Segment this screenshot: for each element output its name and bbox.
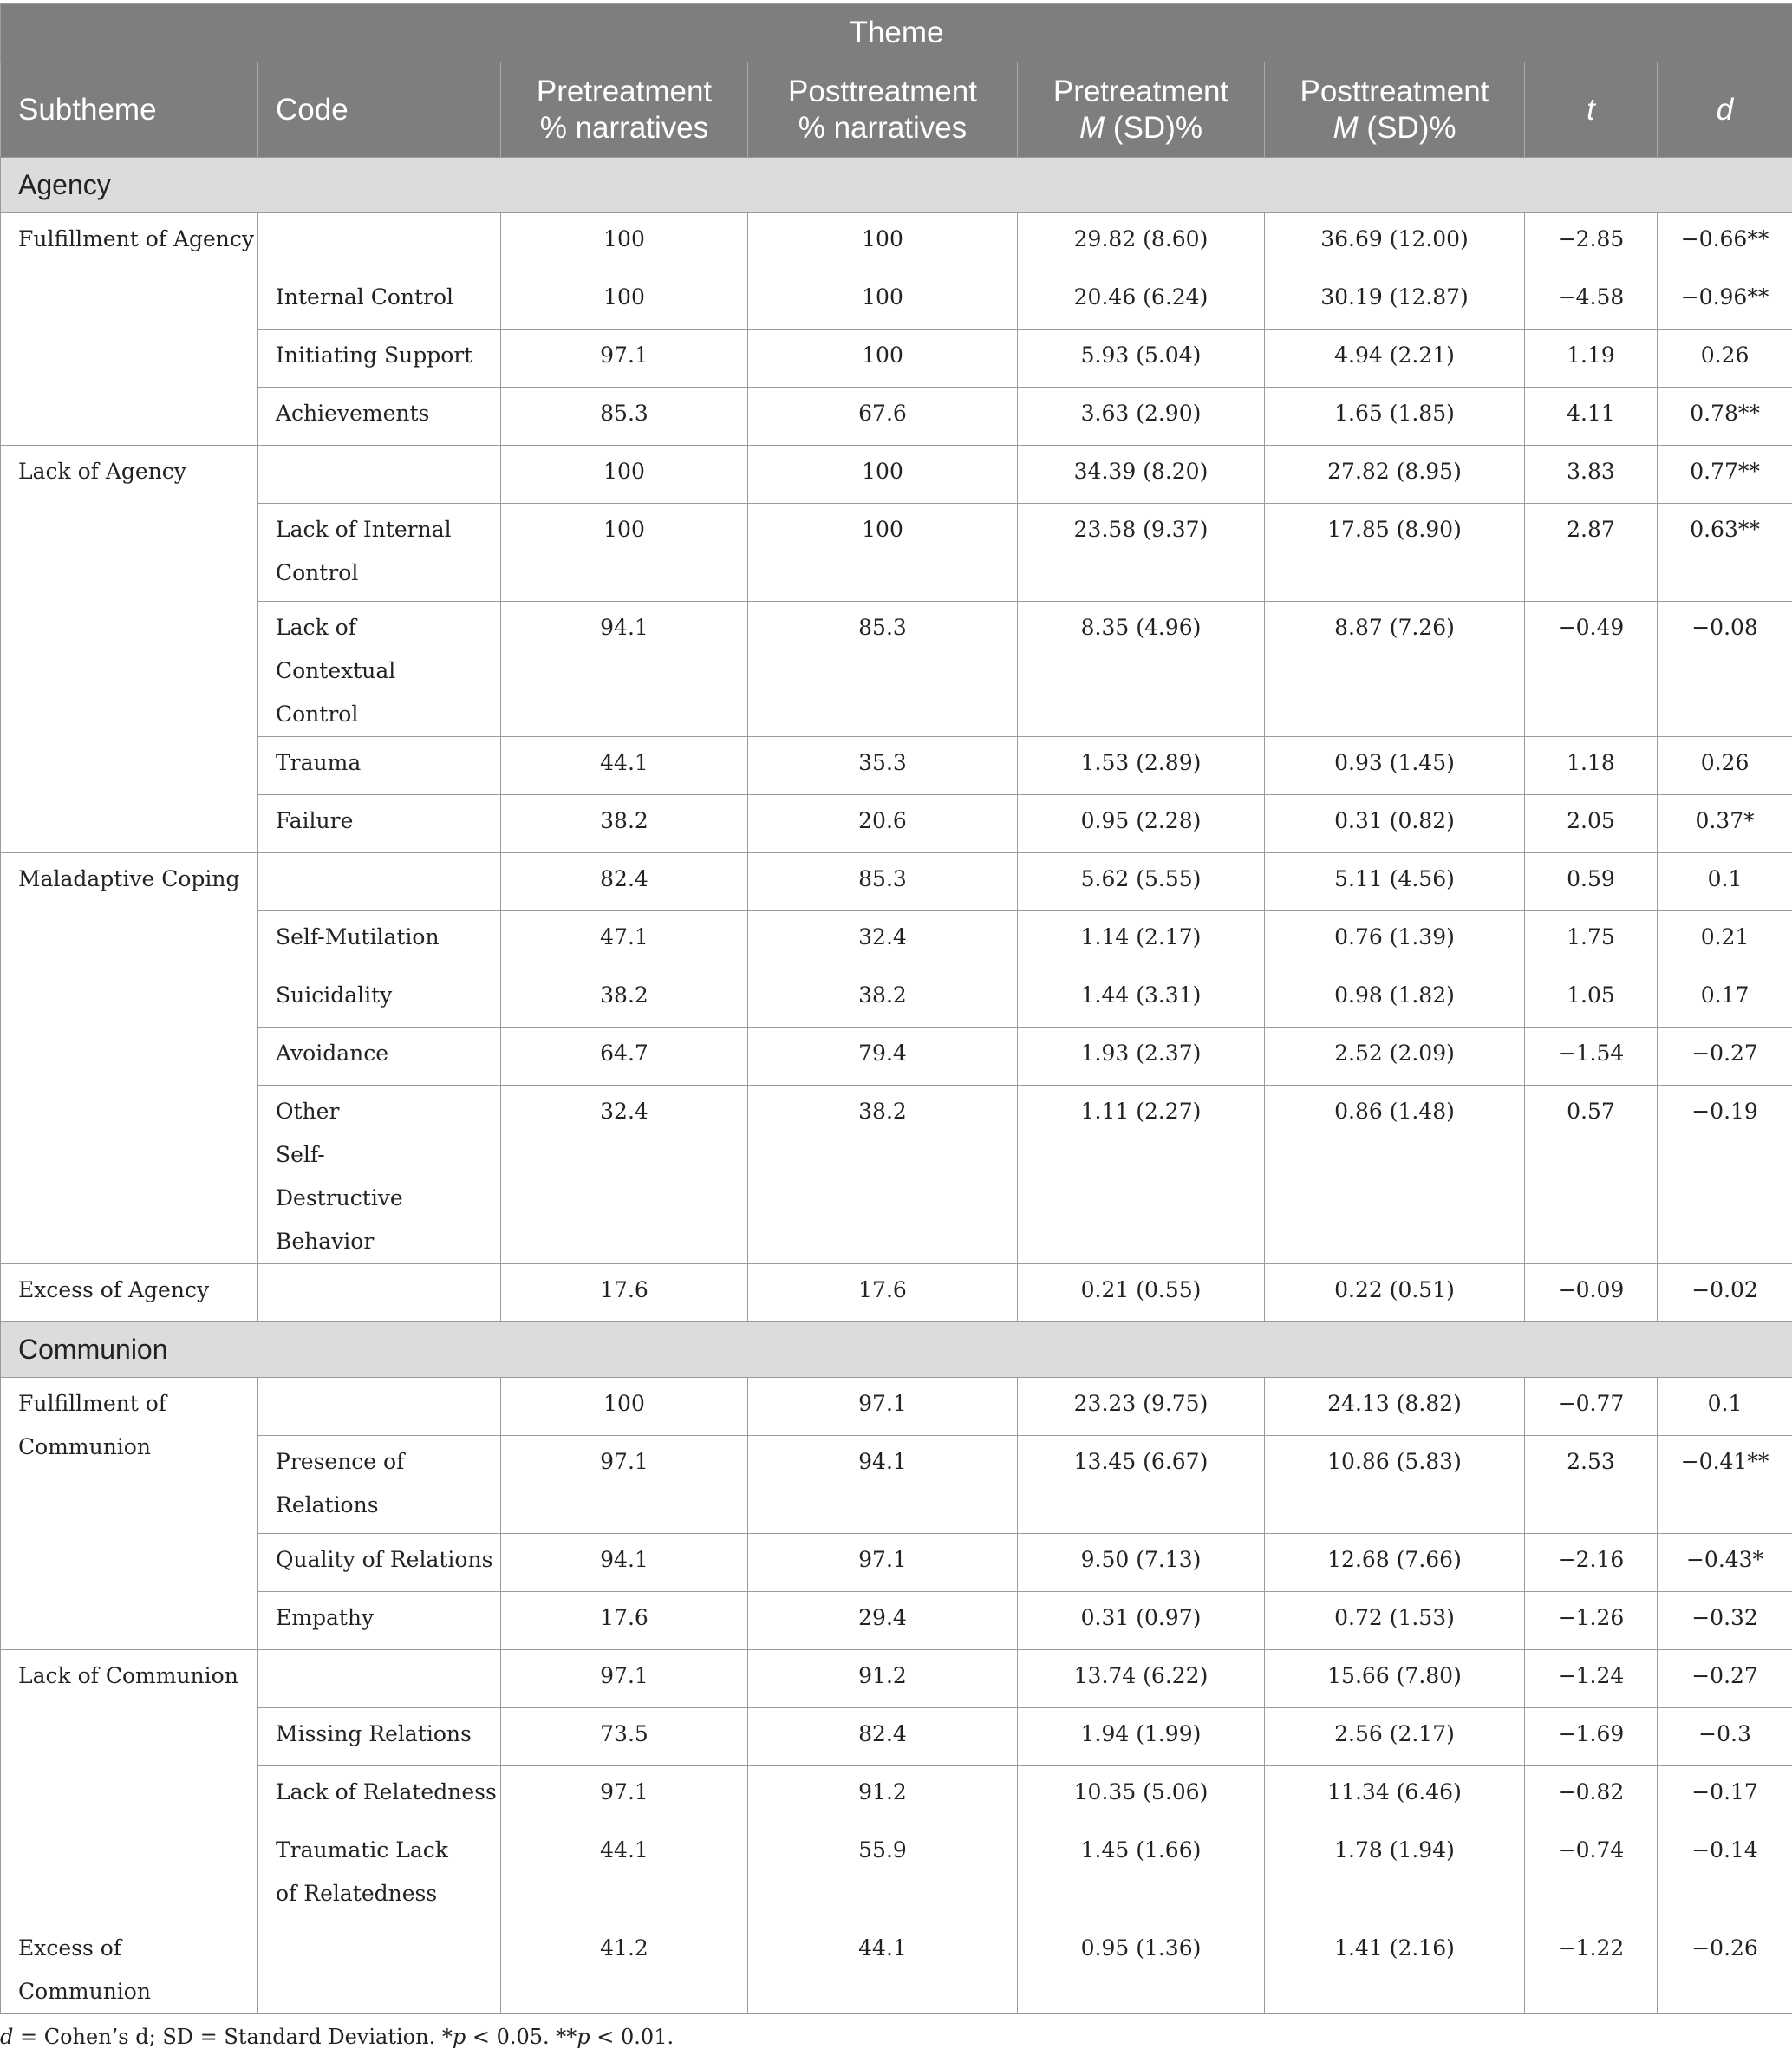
cell-d: −0.19 <box>1658 1086 1792 1264</box>
cell-pre-pct: 100 <box>501 446 748 504</box>
code-cell <box>258 1028 501 1086</box>
cell-pre-m: 34.39 (8.20) <box>1018 446 1265 504</box>
cell-post-pct: 100 <box>748 330 1018 388</box>
table-row <box>1 795 1792 853</box>
table-row <box>1 446 1792 504</box>
code-cell <box>258 969 501 1028</box>
group-row <box>1 1322 1792 1378</box>
col-header-post-m-italic: M <box>1333 111 1359 145</box>
table-row <box>1 504 1792 602</box>
cell-d: 0.77** <box>1658 446 1792 504</box>
code-label: Lack of Contextual Control <box>276 606 468 736</box>
cell-t: 1.05 <box>1525 969 1658 1028</box>
col-header-d-label: d <box>1717 93 1733 127</box>
cell-post-m: 0.72 (1.53) <box>1265 1592 1525 1650</box>
cell-d: −0.32 <box>1658 1592 1792 1650</box>
table-row <box>1 1534 1792 1592</box>
cell-d: −0.08 <box>1658 602 1792 737</box>
cell-d: −0.17 <box>1658 1766 1792 1824</box>
code-label: Quality of Relations <box>276 1538 500 1582</box>
code-cell <box>258 795 501 853</box>
col-header-pre-pct-line1: Pretreatment <box>537 75 712 108</box>
cell-t: −0.09 <box>1525 1264 1658 1322</box>
cell-pre-m: 1.14 (2.17) <box>1018 911 1265 969</box>
cell-d: 0.17 <box>1658 969 1792 1028</box>
cell-post-m: 4.94 (2.21) <box>1265 330 1525 388</box>
code-cell <box>258 1534 501 1592</box>
table-row <box>1 1650 1792 1708</box>
cell-d: −0.96** <box>1658 271 1792 330</box>
table-row <box>1 853 1792 911</box>
cell-post-m: 2.56 (2.17) <box>1265 1708 1525 1766</box>
cell-t: −0.77 <box>1525 1378 1658 1436</box>
code-cell <box>258 1824 501 1922</box>
table-row <box>1 1766 1792 1824</box>
cell-d: −0.3 <box>1658 1708 1792 1766</box>
cell-post-pct: 100 <box>748 446 1018 504</box>
cell-post-m: 1.65 (1.85) <box>1265 388 1525 446</box>
cell-post-pct: 94.1 <box>748 1436 1018 1534</box>
cell-pre-pct: 97.1 <box>501 1766 748 1824</box>
cell-pre-m: 0.21 (0.55) <box>1018 1264 1265 1322</box>
cell-pre-m: 0.95 (1.36) <box>1018 1922 1265 2014</box>
cell-pre-pct: 32.4 <box>501 1086 748 1264</box>
cell-pre-m: 29.82 (8.60) <box>1018 213 1265 271</box>
table-row <box>1 1378 1792 1436</box>
cell-pre-pct: 97.1 <box>501 330 748 388</box>
cell-pre-pct: 97.1 <box>501 1650 748 1708</box>
cell-post-m: 17.85 (8.90) <box>1265 504 1525 602</box>
table-row <box>1 602 1792 737</box>
subtheme-label: Maladaptive Coping <box>18 858 257 901</box>
footnote-part1: = Cohen’s d; SD = Standard Deviation. * <box>13 2025 452 2049</box>
cell-t: −2.85 <box>1525 213 1658 271</box>
cell-post-pct: 20.6 <box>748 795 1018 853</box>
cell-pre-m: 20.46 (6.24) <box>1018 271 1265 330</box>
cell-pre-m: 10.35 (5.06) <box>1018 1766 1265 1824</box>
subtheme-cell <box>1 1264 258 1322</box>
code-cell <box>258 1436 501 1534</box>
cell-d: 0.63** <box>1658 504 1792 602</box>
code-label: Self-Mutilation <box>276 916 500 959</box>
code-label: Trauma <box>276 741 500 785</box>
subtheme-label: Excess of Agency <box>18 1269 257 1312</box>
table-row <box>1 1592 1792 1650</box>
code-cell <box>258 330 501 388</box>
cell-t: −1.54 <box>1525 1028 1658 1086</box>
cell-pre-pct: 82.4 <box>501 853 748 911</box>
cell-pre-m: 1.11 (2.27) <box>1018 1086 1265 1264</box>
cell-pre-m: 1.45 (1.66) <box>1018 1824 1265 1922</box>
cell-post-m: 10.86 (5.83) <box>1265 1436 1525 1534</box>
cell-pre-pct: 73.5 <box>501 1708 748 1766</box>
code-cell <box>258 213 501 271</box>
cell-d: 0.21 <box>1658 911 1792 969</box>
cell-d: −0.02 <box>1658 1264 1792 1322</box>
cell-post-m: 15.66 (7.80) <box>1265 1650 1525 1708</box>
col-header-t <box>1525 62 1658 158</box>
cell-post-pct: 100 <box>748 213 1018 271</box>
cell-d: 0.26 <box>1658 737 1792 795</box>
cell-post-m: 36.69 (12.00) <box>1265 213 1525 271</box>
table-row <box>1 271 1792 330</box>
code-cell <box>258 1766 501 1824</box>
cell-post-m: 24.13 (8.82) <box>1265 1378 1525 1436</box>
code-cell <box>258 1592 501 1650</box>
col-header-post-m-rest: (SD)% <box>1359 111 1456 145</box>
cell-post-m: 0.76 (1.39) <box>1265 911 1525 969</box>
cell-pre-m: 5.93 (5.04) <box>1018 330 1265 388</box>
cell-pre-pct: 47.1 <box>501 911 748 969</box>
code-cell <box>258 1650 501 1708</box>
code-cell <box>258 853 501 911</box>
cell-t: −0.49 <box>1525 602 1658 737</box>
cell-pre-m: 23.23 (9.75) <box>1018 1378 1265 1436</box>
code-cell <box>258 1086 501 1264</box>
cell-pre-pct: 100 <box>501 1378 748 1436</box>
cell-post-pct: 38.2 <box>748 1086 1018 1264</box>
cell-d: 0.1 <box>1658 853 1792 911</box>
cell-d: −0.14 <box>1658 1824 1792 1922</box>
code-label: Internal Control <box>276 276 500 319</box>
cell-post-m: 27.82 (8.95) <box>1265 446 1525 504</box>
cell-pre-m: 5.62 (5.55) <box>1018 853 1265 911</box>
cell-pre-pct: 17.6 <box>501 1592 748 1650</box>
cell-post-pct: 91.2 <box>748 1766 1018 1824</box>
cell-pre-pct: 100 <box>501 504 748 602</box>
cell-pre-m: 1.53 (2.89) <box>1018 737 1265 795</box>
cell-d: −0.66** <box>1658 213 1792 271</box>
cell-t: −2.16 <box>1525 1534 1658 1592</box>
subtheme-label: Lack of Agency <box>18 450 257 493</box>
table-row <box>1 1708 1792 1766</box>
code-cell <box>258 1264 501 1322</box>
code-cell <box>258 1922 501 2014</box>
cell-d: 0.78** <box>1658 388 1792 446</box>
cell-pre-m: 1.93 (2.37) <box>1018 1028 1265 1086</box>
cell-post-pct: 29.4 <box>748 1592 1018 1650</box>
code-label: Suicidality <box>276 974 500 1017</box>
cell-t: −0.74 <box>1525 1824 1658 1922</box>
cell-post-pct: 97.1 <box>748 1534 1018 1592</box>
cell-pre-pct: 64.7 <box>501 1028 748 1086</box>
cell-post-m: 12.68 (7.66) <box>1265 1534 1525 1592</box>
col-header-code: Code <box>258 62 501 158</box>
cell-post-m: 5.11 (4.56) <box>1265 853 1525 911</box>
cell-post-m: 1.78 (1.94) <box>1265 1824 1525 1922</box>
col-header-pre-m-italic: M <box>1079 111 1105 145</box>
cell-post-m: 0.22 (0.51) <box>1265 1264 1525 1322</box>
cell-post-m: 0.31 (0.82) <box>1265 795 1525 853</box>
subtheme-label: Lack of Communion <box>18 1654 257 1698</box>
cell-pre-m: 8.35 (4.96) <box>1018 602 1265 737</box>
cell-post-pct: 38.2 <box>748 969 1018 1028</box>
subtheme-cell <box>1 1650 258 1922</box>
subtheme-cell <box>1 213 258 446</box>
table-row <box>1 969 1792 1028</box>
cell-post-m: 30.19 (12.87) <box>1265 271 1525 330</box>
cell-post-m: 1.41 (2.16) <box>1265 1922 1525 2014</box>
cell-t: 2.05 <box>1525 795 1658 853</box>
subtheme-cell <box>1 446 258 853</box>
code-cell <box>258 602 501 737</box>
cell-pre-pct: 94.1 <box>501 1534 748 1592</box>
code-label: Other Self-Destructive Behavior <box>276 1090 388 1263</box>
col-header-post-pct <box>748 62 1018 158</box>
table-row <box>1 1086 1792 1264</box>
cell-pre-pct: 41.2 <box>501 1922 748 2014</box>
cell-post-pct: 85.3 <box>748 602 1018 737</box>
code-label: Initiating Support <box>276 334 500 377</box>
code-cell <box>258 1378 501 1436</box>
table-row <box>1 213 1792 271</box>
cell-post-pct: 35.3 <box>748 737 1018 795</box>
cell-post-m: 0.98 (1.82) <box>1265 969 1525 1028</box>
code-label: Lack of Internal Control <box>276 508 468 595</box>
cell-post-pct: 97.1 <box>748 1378 1018 1436</box>
cell-t: 3.83 <box>1525 446 1658 504</box>
code-label: Avoidance <box>276 1032 500 1075</box>
code-cell <box>258 737 501 795</box>
code-cell <box>258 388 501 446</box>
cell-post-m: 8.87 (7.26) <box>1265 602 1525 737</box>
cell-pre-pct: 17.6 <box>501 1264 748 1322</box>
subtheme-label: Fulfillment of Communion <box>18 1382 192 1469</box>
footnote-part2: < 0.05. ** <box>466 2025 577 2049</box>
cell-t: 0.57 <box>1525 1086 1658 1264</box>
cell-d: −0.43* <box>1658 1534 1792 1592</box>
col-header-post-pct-line2: % narratives <box>798 111 968 145</box>
code-label: Lack of Relatedness <box>276 1771 500 1814</box>
code-label: Presence of Relations <box>276 1440 468 1527</box>
cell-t: 2.53 <box>1525 1436 1658 1534</box>
group-label: Agency <box>1 158 1792 213</box>
code-label: Traumatic Lack of Relatedness <box>276 1829 468 1915</box>
cell-pre-m: 23.58 (9.37) <box>1018 504 1265 602</box>
table-body <box>1 158 1792 2014</box>
cell-pre-pct: 100 <box>501 271 748 330</box>
cell-d: −0.26 <box>1658 1922 1792 2014</box>
cell-post-pct: 55.9 <box>748 1824 1018 1922</box>
cell-d: 0.37* <box>1658 795 1792 853</box>
cell-pre-pct: 94.1 <box>501 602 748 737</box>
cell-t: −1.69 <box>1525 1708 1658 1766</box>
code-cell <box>258 271 501 330</box>
table-footnote <box>0 2025 1792 2049</box>
code-cell <box>258 1708 501 1766</box>
col-header-pre-m <box>1018 62 1265 158</box>
cell-post-pct: 79.4 <box>748 1028 1018 1086</box>
cell-pre-m: 1.94 (1.99) <box>1018 1708 1265 1766</box>
col-header-post-pct-line1: Posttreatment <box>788 75 977 108</box>
table-row <box>1 1922 1792 2014</box>
cell-post-pct: 32.4 <box>748 911 1018 969</box>
cell-t: −1.22 <box>1525 1922 1658 2014</box>
cell-post-pct: 17.6 <box>748 1264 1018 1322</box>
cell-t: 1.19 <box>1525 330 1658 388</box>
cell-post-m: 0.86 (1.48) <box>1265 1086 1525 1264</box>
cell-post-pct: 67.6 <box>748 388 1018 446</box>
code-label: Achievements <box>276 392 500 435</box>
results-table-container <box>0 3 1792 2049</box>
cell-t: 1.18 <box>1525 737 1658 795</box>
cell-pre-pct: 44.1 <box>501 737 748 795</box>
cell-post-m: 0.93 (1.45) <box>1265 737 1525 795</box>
cell-pre-m: 1.44 (3.31) <box>1018 969 1265 1028</box>
cell-t: 2.87 <box>1525 504 1658 602</box>
code-label: Empathy <box>276 1596 500 1640</box>
cell-post-pct: 44.1 <box>748 1922 1018 2014</box>
subtheme-label: Fulfillment of Agency <box>18 218 257 261</box>
col-header-subtheme: Subtheme <box>1 62 258 158</box>
code-cell <box>258 911 501 969</box>
results-table <box>0 3 1792 2014</box>
cell-t: −1.26 <box>1525 1592 1658 1650</box>
table-row <box>1 737 1792 795</box>
cell-pre-m: 13.45 (6.67) <box>1018 1436 1265 1534</box>
code-cell <box>258 504 501 602</box>
group-row <box>1 158 1792 213</box>
cell-pre-pct: 38.2 <box>501 969 748 1028</box>
cell-t: 1.75 <box>1525 911 1658 969</box>
col-header-post-m <box>1265 62 1525 158</box>
col-header-pre-m-rest: (SD)% <box>1105 111 1202 145</box>
cell-pre-pct: 97.1 <box>501 1436 748 1534</box>
cell-t: −0.82 <box>1525 1766 1658 1824</box>
cell-pre-pct: 38.2 <box>501 795 748 853</box>
cell-pre-pct: 100 <box>501 213 748 271</box>
cell-d: −0.27 <box>1658 1650 1792 1708</box>
group-label: Communion <box>1 1322 1792 1378</box>
table-row <box>1 1824 1792 1922</box>
col-header-t-label: t <box>1587 93 1595 127</box>
cell-t: −4.58 <box>1525 271 1658 330</box>
cell-pre-m: 0.95 (2.28) <box>1018 795 1265 853</box>
table-row <box>1 388 1792 446</box>
col-header-pre-pct-line2: % narratives <box>540 111 709 145</box>
footnote-p1: p <box>453 2025 466 2049</box>
code-label: Missing Relations <box>276 1713 500 1756</box>
col-header-pre-m-line1: Pretreatment <box>1053 75 1228 108</box>
table-row <box>1 1028 1792 1086</box>
cell-pre-m: 9.50 (7.13) <box>1018 1534 1265 1592</box>
col-header-d <box>1658 62 1792 158</box>
col-header-pre-pct <box>501 62 748 158</box>
table-row <box>1 330 1792 388</box>
cell-post-pct: 82.4 <box>748 1708 1018 1766</box>
table-row <box>1 1264 1792 1322</box>
footnote-d: d <box>0 2025 13 2049</box>
code-cell <box>258 446 501 504</box>
footnote-part3: < 0.01. <box>590 2025 674 2049</box>
cell-post-pct: 85.3 <box>748 853 1018 911</box>
col-header-post-m-line1: Posttreatment <box>1300 75 1489 108</box>
footnote-p2: p <box>577 2025 590 2049</box>
cell-d: 0.26 <box>1658 330 1792 388</box>
subtheme-label: Excess of Communion <box>18 1927 257 2013</box>
table-row <box>1 911 1792 969</box>
code-label: Failure <box>276 799 500 843</box>
subtheme-cell <box>1 853 258 1264</box>
theme-header: Theme <box>1 4 1792 62</box>
cell-pre-m: 3.63 (2.90) <box>1018 388 1265 446</box>
subtheme-cell <box>1 1378 258 1650</box>
table-row <box>1 1436 1792 1534</box>
cell-post-m: 11.34 (6.46) <box>1265 1766 1525 1824</box>
cell-pre-m: 13.74 (6.22) <box>1018 1650 1265 1708</box>
subtheme-cell <box>1 1922 258 2014</box>
cell-t: −1.24 <box>1525 1650 1658 1708</box>
cell-pre-pct: 44.1 <box>501 1824 748 1922</box>
cell-pre-pct: 85.3 <box>501 388 748 446</box>
cell-d: 0.1 <box>1658 1378 1792 1436</box>
cell-post-pct: 100 <box>748 271 1018 330</box>
cell-post-m: 2.52 (2.09) <box>1265 1028 1525 1086</box>
cell-pre-m: 0.31 (0.97) <box>1018 1592 1265 1650</box>
cell-post-pct: 100 <box>748 504 1018 602</box>
cell-t: 0.59 <box>1525 853 1658 911</box>
cell-d: −0.41** <box>1658 1436 1792 1534</box>
cell-d: −0.27 <box>1658 1028 1792 1086</box>
cell-t: 4.11 <box>1525 388 1658 446</box>
cell-post-pct: 91.2 <box>748 1650 1018 1708</box>
